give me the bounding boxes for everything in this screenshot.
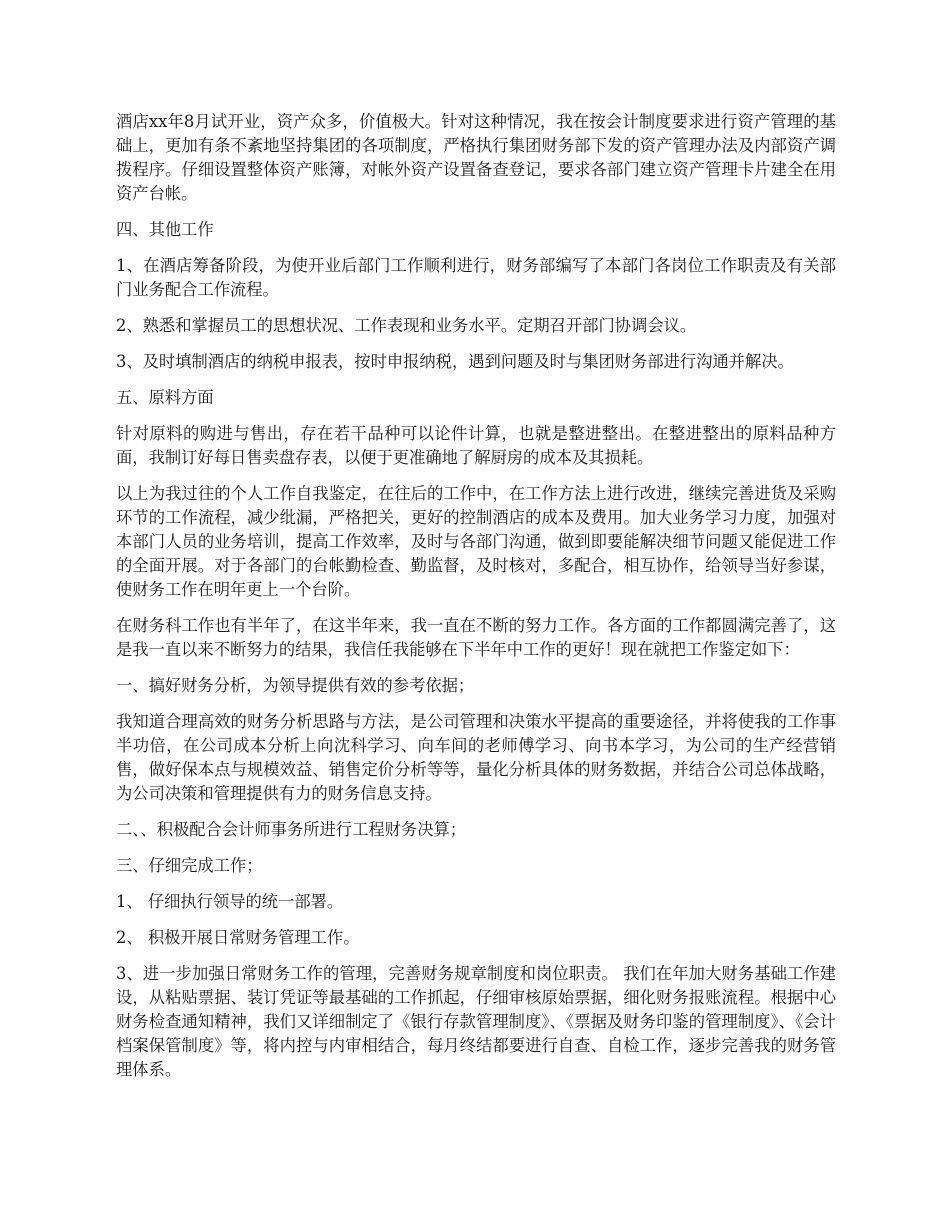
paragraph-financial-analysis: 我知道合理高效的财务分析思路与方法，是公司管理和决策水平提高的重要途径，并将使我的工作事半功倍，在公司成本分析上向沈科学习、向车间的老师傅学习、向书本学习，为公司的生产经营销售，做好保本点与规模效益、销售定价分析等等，量化分析具体的财务数据，并结合公司总体战略，为公司决策和管理提供有力的财务信息支持。 [116, 712, 836, 803]
paragraph-self-assessment: 以上为我过往的个人工作自我鉴定，在往后的工作中，在工作方法上进行改进，继续完善进货及采购环节的工作流程，减少纰漏，严格把关，更好的控制酒店的成本及费用。加大业务学习力度，加强对本部门人员的业务培训，提高工作效率，及时与各部门沟通，做到即要能解决细节问题又能促进工作的全面开展。对于各部门的台帐勤检查、勤监督，及时核对，多配合，相互协作，给领导当好参谋，使财务工作在明年更上一个台阶。 [116, 484, 836, 599]
paragraph-other-work-2: 2、熟悉和掌握员工的思想状况、工作表现和业务水平。定期召开部门协调会议。 [116, 316, 697, 335]
heading-project-settlement: 二、、积极配合会计师事务所进行工程财务决算； [116, 820, 467, 839]
list-item-1: 1、 仔细执行领导的统一部署。 [116, 892, 344, 911]
paragraph-other-work-1: 1、在酒店筹备阶段，为使开业后部门工作顺利进行，财务部编写了本部门各岗位工作职责及有关部门业务配合工作流程。 [116, 256, 836, 299]
heading-complete-work: 三、仔细完成工作； [116, 856, 263, 875]
list-item-2: 2、 积极开展日常财务管理工作。 [116, 928, 360, 947]
heading-other-work: 四、其他工作 [116, 220, 214, 239]
list-item-3: 3、进一步加强日常财务工作的管理，完善财务规章制度和岗位职责。 我们在年加大财务基础工作建设，从粘贴票据、装订凭证等最基础的工作抓起，仔细审核原始票据，细化财务报账流程。根据中心财务检查通知精神，我们又详细制定了《银行存款管理制度》、《票据及财务印鉴的管理制度》、《会计档案保管制度》等，将内控与内审相结合，每月终结都要进行自查、自检工作，逐步完善我的财务管理体系。 [116, 964, 836, 1079]
paragraph-raw-materials: 针对原料的购进与售出，存在若干品种可以论件计算，也就是整进整出。在整进整出的原料品种方面，我制订好每日售卖盘存表，以便于更准确地了解厨房的成本及其损耗。 [116, 424, 836, 467]
heading-financial-analysis: 一、搞好财务分析，为领导提供有效的参考依据； [116, 676, 475, 695]
paragraph-asset-management: 酒店xx年8月试开业，资产众多，价值极大。针对这种情况，我在按会计制度要求进行资产管理的基础上，更加有条不紊地坚持集团的各项制度，严格执行集团财务部下发的资产管理办法及内部资产调拨程序。仔细设置整体资产账簿，对帐外资产设置备查登记，要求各部门建立资产管理卡片建全在用资产台帐。 [116, 112, 836, 203]
paragraph-other-work-3: 3、及时填制酒店的纳税申报表，按时申报纳税，遇到问题及时与集团财务部进行沟通并解决。 [116, 352, 794, 371]
paragraph-half-year-intro: 在财务科工作也有半年了，在这半年来，我一直在不断的努力工作。各方面的工作都圆满完善了，这是我一直以来不断努力的结果，我信任我能够在下半年中工作的更好！现在就把工作鉴定如下： [116, 616, 836, 659]
heading-raw-materials: 五、原料方面 [116, 388, 214, 407]
document-body [116, 110, 836, 1094]
